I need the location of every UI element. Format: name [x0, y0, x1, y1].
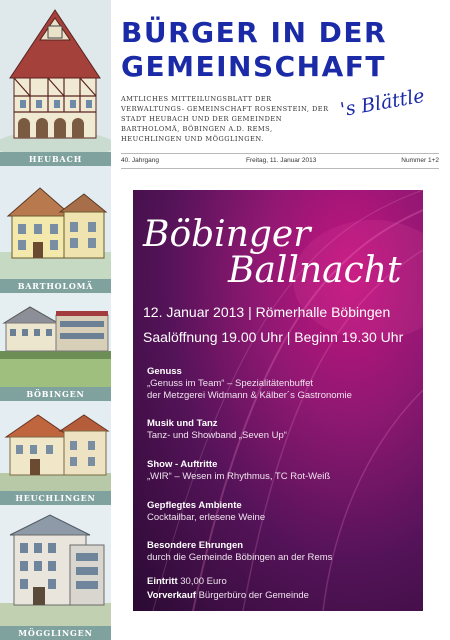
- masthead-title-line1: BÜRGER IN DER: [121, 16, 388, 49]
- feature-detail: durch die Gemeinde Böbingen an der Rems: [147, 552, 333, 563]
- presale-label: Vorverkauf: [147, 590, 196, 601]
- issue-number: Nummer 1+2: [401, 157, 439, 164]
- entry-price: [147, 576, 227, 588]
- blaettle-script-logo: 's Blättle: [338, 84, 427, 122]
- presale-value: Bürgerbüro der Gemeinde: [198, 590, 309, 601]
- heuchlingen-house-illustration: [0, 401, 111, 491]
- town-sidebar: [0, 0, 111, 640]
- feature-detail: Tanz- und Showband „Seven Up“: [147, 430, 287, 441]
- bartholomae-house-illustration: [0, 166, 111, 279]
- poster-script-title-line2: Ballnacht: [228, 250, 402, 291]
- feature-genuss: [147, 366, 352, 402]
- feature-heading: Musik und Tanz: [147, 418, 218, 429]
- heubach-townhall-illustration: [0, 0, 111, 152]
- feature-heading: Besondere Ehrungen: [147, 540, 244, 551]
- masthead-subtitle: AMTLICHES MITTEILUNGSBLATT DER VERWALTUNGS- GEMEINSCHAFT ROSENSTEIN, DER STADT HEUBACH UND DER GEMEINDEN BARTHOLOMÄ, BÖBINGEN A.D. REMS, HEUCHLINGEN UND MÖGGLINGEN.: [121, 95, 329, 143]
- event-times: Saalöffnung 19.00 Uhr | Beginn 19.30 Uhr: [143, 329, 404, 345]
- moegglingen-building-illustration: [0, 505, 111, 626]
- sidebar-label-moegglingen: MÖGGLINGEN: [0, 626, 111, 640]
- feature-detail: Cocktailbar, erlesene Weine: [147, 512, 266, 523]
- sidebar-label-boebingen: BÖBINGEN: [0, 387, 111, 401]
- feature-heading: Gepflegtes Ambiente: [147, 500, 242, 511]
- feature-musik-und-tanz: [147, 418, 287, 442]
- sidebar-label-bartholomae: BARTHOLOMÄ: [0, 279, 111, 293]
- feature-heading: Show - Auftritte: [147, 459, 218, 470]
- feature-detail: „WIR“ – Wesen im Rhythmus, TC Rot-Weiß: [147, 471, 331, 482]
- issue-info-row: [121, 153, 439, 169]
- feature-gepflegtes-ambiente: [147, 500, 265, 524]
- entry-value: 30,00 Euro: [180, 576, 227, 587]
- feature-besondere-ehrungen: [147, 540, 332, 564]
- boebingen-buildings-illustration: [0, 293, 111, 387]
- feature-detail: „Genuss im Team“ – Spezialitätenbuffet: [147, 378, 313, 389]
- masthead-title-line2: GEMEINSCHAFT: [121, 50, 386, 83]
- presale-info: [147, 590, 309, 602]
- issue-date: Freitag, 11. Januar 2013: [246, 157, 317, 164]
- sidebar-label-heubach: HEUBACH: [0, 152, 111, 166]
- feature-show-auftritte: [147, 459, 330, 483]
- ballnacht-poster: [133, 190, 423, 611]
- feature-detail: der Metzgerei Widmann & Kälber´s Gastronomie: [147, 390, 352, 401]
- event-date-venue: 12. Januar 2013 | Römerhalle Böbingen: [143, 304, 391, 320]
- feature-heading: Genuss: [147, 366, 182, 377]
- entry-label: Eintritt: [147, 576, 178, 587]
- sidebar-label-heuchlingen: HEUCHLINGEN: [0, 491, 111, 505]
- issue-volume: 40. Jahrgang: [121, 157, 159, 164]
- poster-script-title-line1: Böbinger: [143, 214, 311, 255]
